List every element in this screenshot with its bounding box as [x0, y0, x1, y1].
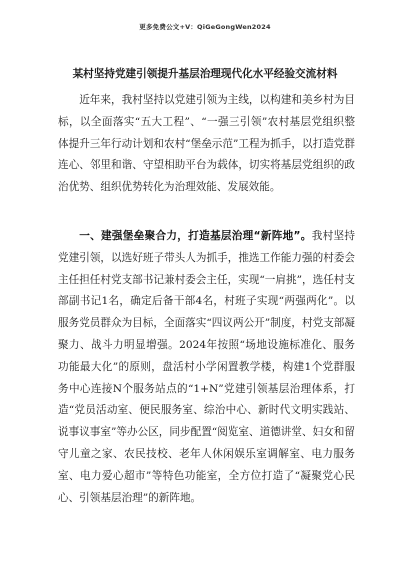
paragraph-section-1 [58, 226, 355, 509]
paragraph-intro [58, 90, 355, 199]
section-1-text: 我村坚持党建引领，以选好班子带头人为抓手，推选工作能力强的村委会主任担任村党支部书记兼村委会主任，实现“一肩挑”，选任村支部副书记1名，确定后备干部4名，村班子实现“两强两化”。以服务党员群众为目标，全面落实“四议两公开”制度，村党支部凝聚力、战斗力明显增强。2024年按照“场地设施标准化、服务功能最大化”的原则，盘活村小学闲置教学楼，构建1个党群服务中心连接N个服务站点的“1+N”党建引领基层治理体系，打造“党员活动室、便民服务室、综治中心、新时代文明实践站、说事议事室”等办公区，同步配置“阅览室、道德讲堂、妇女和留守儿童之家、农民技校、老年人休闲娱乐室调解室、电力服务室、电力爱心超市”等特色功能室，全方位打造了“凝聚党心民心、引领基层治理”的新阵地。 [58, 230, 355, 504]
section-1-heading: 一、建强堡垒聚合力，打造基层治理“新阵地”。 [79, 230, 312, 242]
header-note: 更多免费公文+V：QiGeGongWen2024 [139, 23, 271, 31]
document-title: 某村坚持党建引领提升基层治理现代化水平经验交流材料 [72, 68, 338, 80]
paragraph-intro-text: 近年来，我村坚持以党建引领为主线，以构建和美乡村为目标，以全面落实“五大工程”、“一强三引领”农村基层党组织整体提升三年行动计划和农村“堡垒示范”工程为抓手，以打造党群连心、邻里和谐、守望相助平台为载体，切实将基层党组织的政治优势、组织优势转化为治理效能、发展效能。 [58, 94, 355, 194]
